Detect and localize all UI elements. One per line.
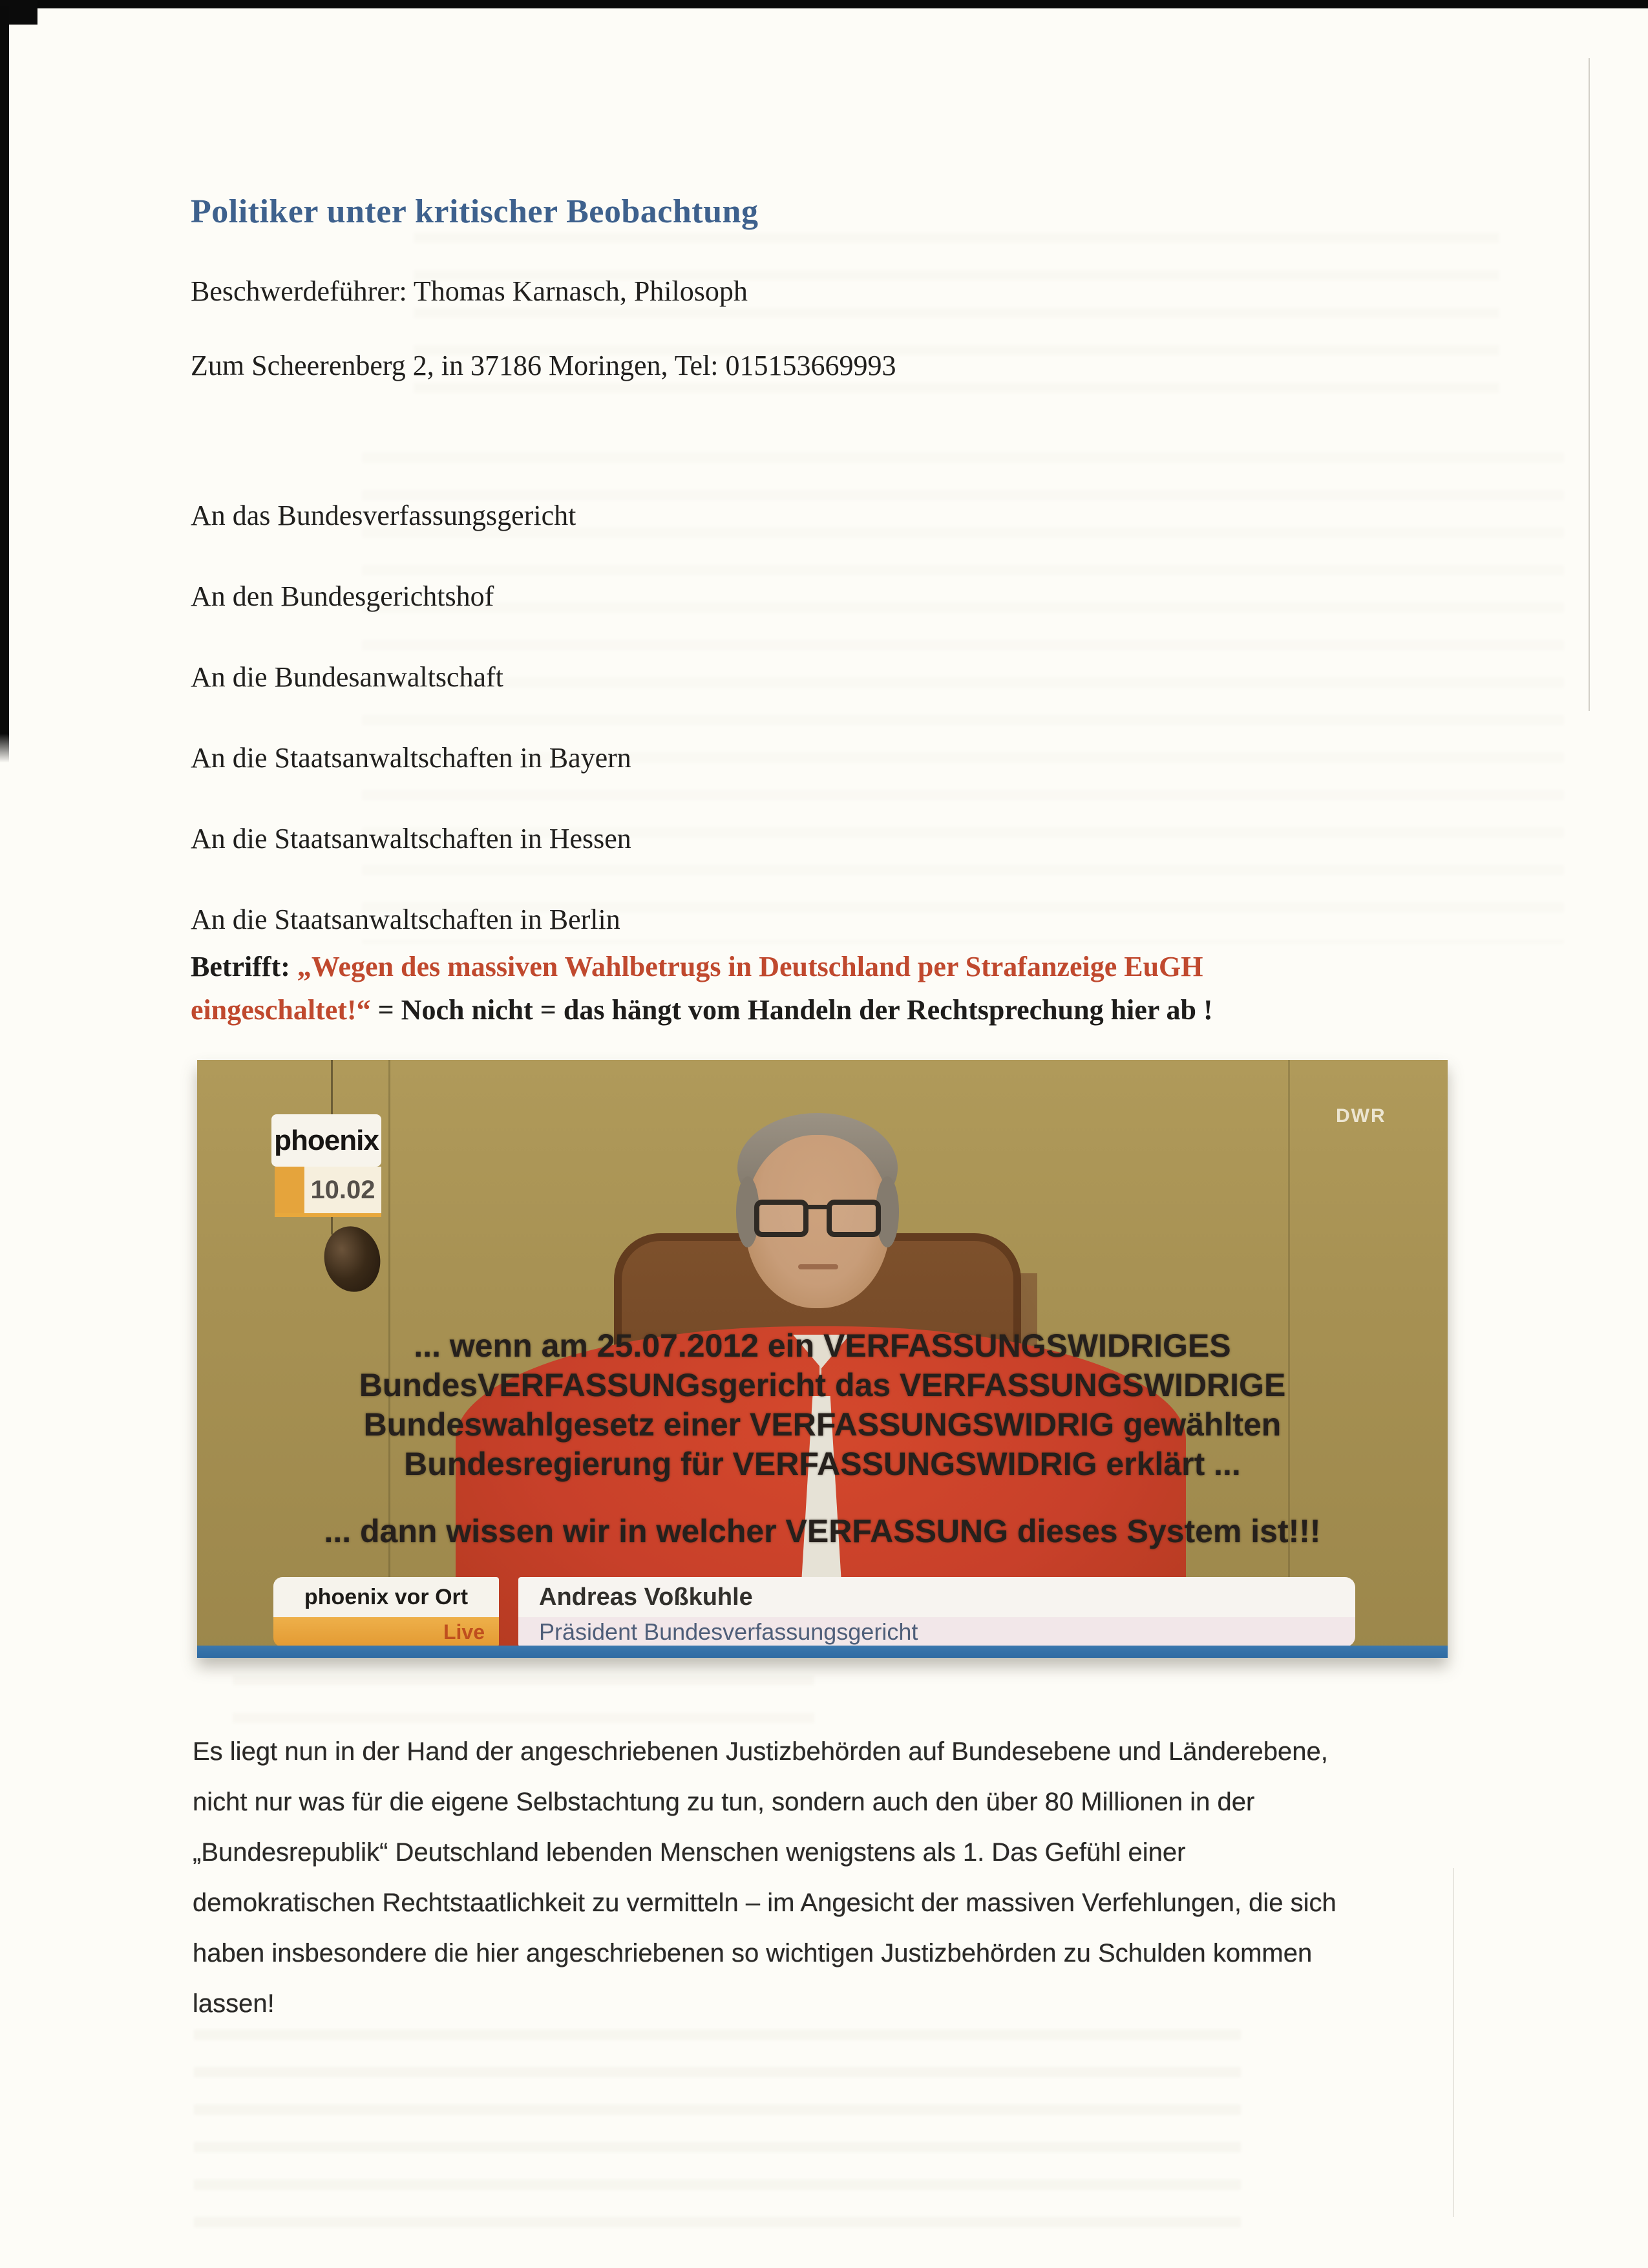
overlay-line: Bundeswahlgesetz einer VERFASSUNGSWIDRIG gewählten — [363, 1406, 1282, 1443]
subject-label: Betrifft: — [191, 951, 297, 982]
time-badge-accent — [275, 1167, 304, 1213]
subject-red-part: eingeschaltet!“ — [191, 994, 378, 1026]
closing-line: „Bundesrepublik“ Deutschland lebenden Menschen wenigstens als 1. Das Gefühl einer — [193, 1838, 1186, 1867]
microphone-icon — [318, 1221, 386, 1297]
subject-rest: = Noch nicht = das hängt vom Handeln der Rechtsprechung hier ab ! — [377, 994, 1213, 1026]
overlay-line: BundesVERFASSUNGsgericht das VERFASSUNGSWIDRIGE — [359, 1367, 1286, 1403]
closing-line: nicht nur was für die eigene Selbstachtung zu tun, sondern auch den über 80 Millionen in der — [193, 1788, 1255, 1816]
phoenix-time-badge — [275, 1167, 381, 1217]
subject-block — [191, 945, 1490, 1032]
glasses-icon — [749, 1200, 886, 1240]
addressee-item: An die Bundesanwaltschaft — [191, 661, 503, 693]
subject-red-part: „Wegen des massiven Wahlbetrugs in Deutschland per Strafanzeige EuGH — [297, 951, 1203, 982]
bleed-through-artifact — [194, 2030, 1241, 2243]
protest-overlay-bottom-line: ... dann wissen wir in welcher VERFASSUNG dieses System ist!!! — [324, 1513, 1321, 1549]
scan-edge-strip-left-tail — [0, 734, 9, 763]
bleed-through-artifact — [414, 233, 1499, 414]
scan-crease-line — [1589, 58, 1590, 711]
closing-line: Es liegt nun in der Hand der angeschriebenen Justizbehörden auf Bundesebene und Länderebene, — [193, 1737, 1328, 1766]
mouth — [798, 1264, 838, 1269]
addressee-item: An den Bundesgerichtshof — [191, 580, 494, 612]
scan-edge-strip-left — [0, 6, 9, 734]
addressee-item: An die Staatsanwaltschaften in Bayern — [191, 742, 631, 774]
addressee-item: An das Bundesverfassungsgericht — [191, 500, 576, 531]
speaker-portrait — [745, 1117, 890, 1311]
glasses-bridge — [807, 1205, 828, 1209]
closing-line: demokratischen Rechtstaatlichkeit zu vermitteln – im Angesicht der massiven Verfehlungen, die sich — [193, 1889, 1336, 1917]
protest-overlay-text — [197, 1326, 1448, 1484]
tv-screenshot — [197, 1060, 1448, 1658]
page-title: Politiker unter kritischer Beobachtung — [191, 193, 759, 230]
lower-third-speaker-title: Präsident Bundesverfassungsgericht — [518, 1617, 1355, 1647]
addressee-list — [191, 499, 631, 984]
time-value: 10.02 — [304, 1167, 381, 1213]
complainant-line: Beschwerdeführer: Thomas Karnasch, Philosoph — [191, 275, 748, 307]
addressee-item: An die Staatsanwaltschaften in Berlin — [191, 904, 620, 935]
scan-edge-bar-top — [0, 0, 1648, 8]
closing-line: lassen! — [193, 1989, 275, 2018]
glasses-lens — [754, 1200, 808, 1237]
overlay-line: Bundesregierung für VERFASSUNGSWIDRIG erklärt ... — [404, 1446, 1241, 1482]
lower-third-speaker-name: Andreas Voßkuhle — [518, 1577, 1355, 1617]
address-line: Zum Scheerenberg 2, in 37186 Moringen, Tel: 015153669993 — [191, 350, 896, 381]
dwr-watermark: DWR — [1336, 1105, 1386, 1127]
glasses-lens — [827, 1200, 881, 1237]
closing-paragraph — [193, 1737, 1492, 2040]
lower-third-blue-bar — [197, 1646, 1448, 1658]
phoenix-logo: phoenix — [271, 1114, 381, 1167]
addressee-item: An die Staatsanwaltschaften in Hessen — [191, 823, 631, 854]
bleed-through-artifact — [233, 1675, 814, 1727]
closing-line: haben insbesondere die hier angeschriebenen so wichtigen Justizbehörden zu Schulden kommen — [193, 1939, 1313, 1967]
lower-third-program: phoenix vor Ort — [273, 1577, 499, 1617]
overlay-line: ... wenn am 25.07.2012 ein VERFASSUNGSWIDRIGES — [414, 1328, 1231, 1364]
lower-third-live-badge: Live — [273, 1617, 499, 1647]
